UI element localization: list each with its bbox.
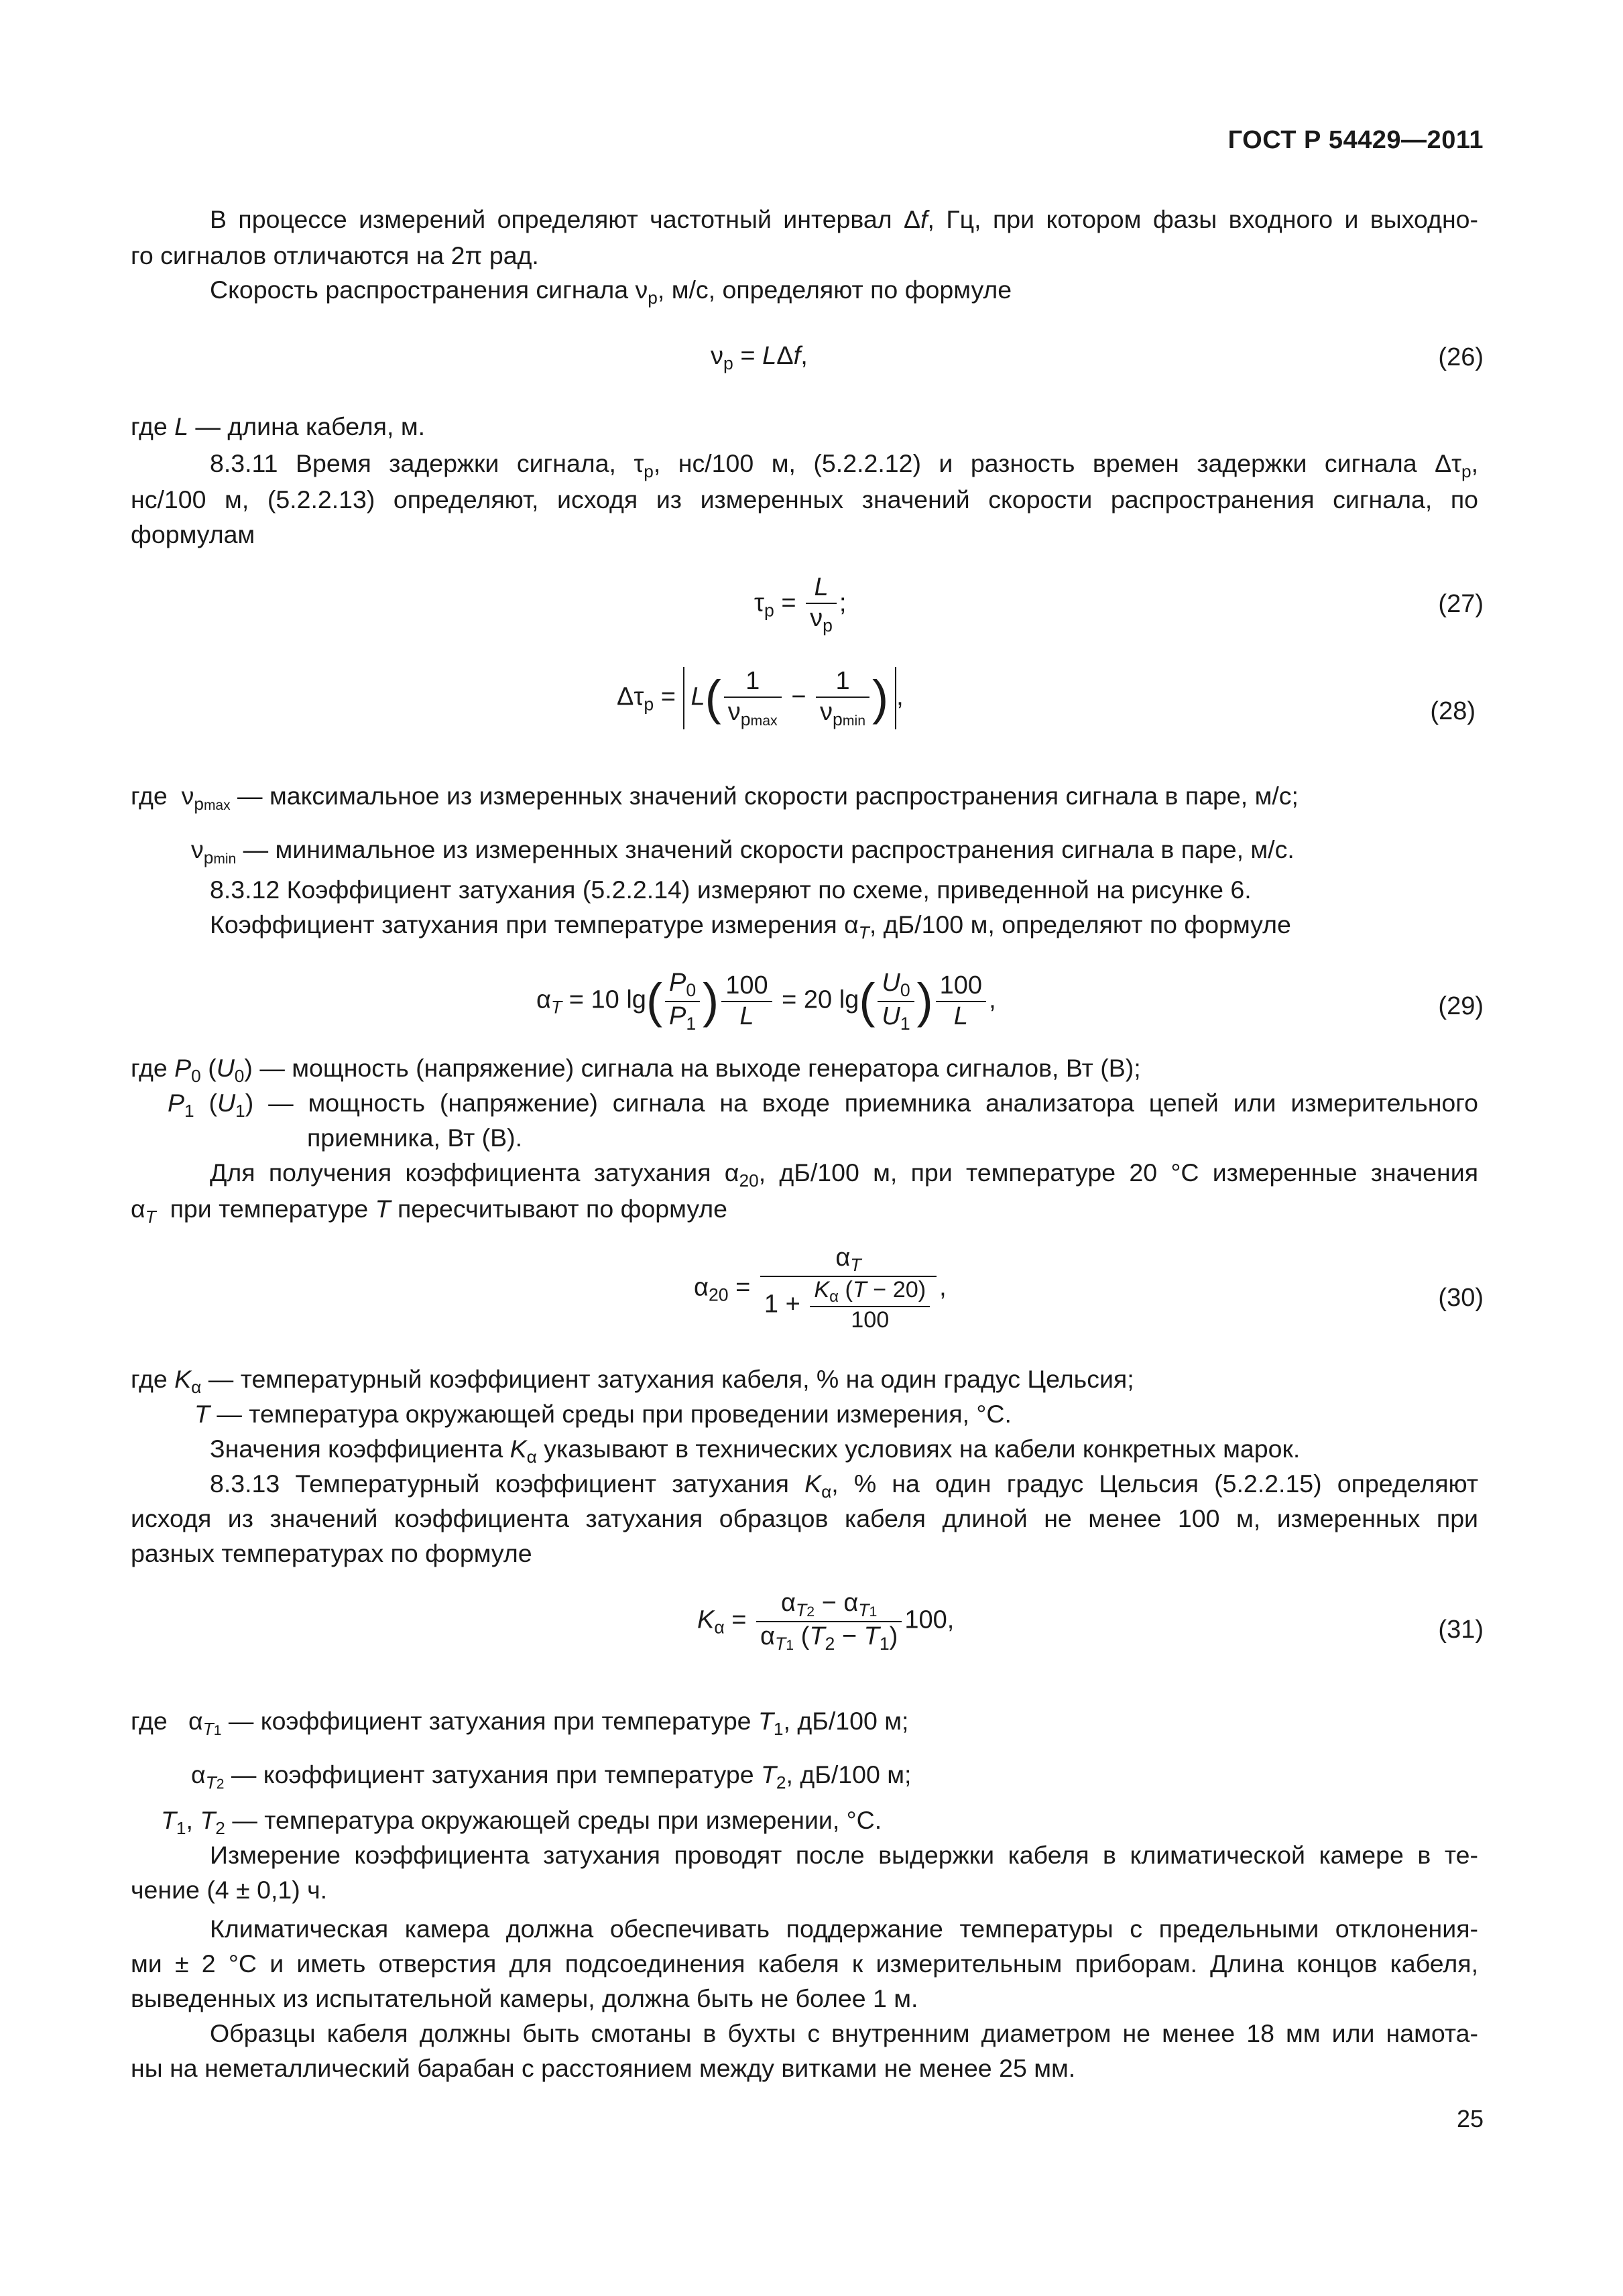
formula-26: $\nu_р = L\Delta f$, — [711, 342, 808, 373]
formula-28: $\Delta\tau_р = L$( $\frac{1}{\nu_{рmax}}$ − $\frac{1}{\nu_{рmin}}$ ) , — [617, 667, 904, 729]
text-line: Коэффициент затухания при температуре измерения $\alpha_T$, дБ/100 м, определяют по формуле — [210, 910, 1291, 943]
text-line: формулам — [131, 520, 255, 548]
text-line: го сигналов отличаются на 2π рад. — [131, 241, 539, 269]
text-line: $P_1$ $(U_1)$ — мощность (напряжение) сигнала на входе приемника анализатора цепей или измерительного — [168, 1089, 1478, 1121]
standard-designation: ГОСТ Р 54429—2011 — [1227, 126, 1484, 154]
text-line: 8.3.11 Время задержки сигнала, $\tau_р$, нс/100 м, (5.2.2.12) и разность времен задержки сигнала $\Delta\tau_р$, — [210, 449, 1478, 481]
text-line: выведенных из испытательной камеры, должна быть не более 1 м. — [131, 1984, 918, 2012]
text-line: $T_1$, $T_2$ — температура окружающей среды при измерении, °С. — [161, 1806, 882, 1838]
text-line: Климатическая камера должна обеспечивать поддержание температуры с предельными отклонения- — [210, 1915, 1478, 1943]
text-line: 8.3.12 Коэффициент затухания (5.2.2.14) измеряют по схеме, приведенной на рисунке 6. — [210, 875, 1252, 904]
text-line: ны на неметаллический барабан с расстоянием между витками не менее 25 мм. — [131, 2054, 1076, 2082]
text-line: Образцы кабеля должны быть смотаны в бухты с внутренним диаметром не менее 18 мм или намота- — [210, 2019, 1478, 2047]
equation-number: (26) — [1438, 343, 1484, 371]
equation-number: (28) — [1430, 697, 1476, 725]
text-line: 8.3.13 Температурный коэффициент затухания $K_\alpha$, % на один градус Цельсия (5.2.2.15) определяют — [210, 1469, 1478, 1502]
equation-number: (27) — [1438, 590, 1484, 618]
formula-31: $K_\alpha$ = $\frac{\alpha_{T2} - \alpha_{T1}}{\alpha_{T1} (T_2 - T_1)}$ 100, — [697, 1589, 955, 1654]
text-line: где L — длина кабеля, м. — [131, 412, 426, 440]
text-line: где $\nu_{рmax}$ — максимальное из измеренных значений скорости распространения сигнала в паре, м/с; — [131, 782, 1299, 814]
text-line: Скорость распространения сигнала $\nu_р$, м/с, определяют по формуле — [210, 276, 1012, 308]
text-line: исходя из значений коэффициента затухания образцов кабеля длиной не менее 100 м, измеренных при — [131, 1504, 1478, 1532]
page-number: 25 — [1456, 2105, 1484, 2132]
text-line: разных температурах по формуле — [131, 1539, 532, 1567]
text-line: чение (4 ± 0,1) ч. — [131, 1876, 328, 1904]
formula-30: $\alpha_{20}$ = $\alpha_T$ 1 + $\frac{K_\alpha (T - 20)}{100}$ , — [694, 1244, 947, 1333]
text-line: приемника, Вт (В). — [307, 1124, 523, 1152]
text-line: где $P_0$ $(U_0)$ — мощность (напряжение) сигнала на выходе генератора сигналов, Вт (В); — [131, 1054, 1141, 1086]
text-line: где $K_\alpha$ — температурный коэффициент затухания кабеля, % на один градус Цельсия; — [131, 1365, 1134, 1397]
text-line: где $\alpha_{T1}$ — коэффициент затухания при температуре $T_1$, дБ/100 м; — [131, 1707, 909, 1739]
text-line: Значения коэффициента $K_\alpha$ указывают в технических условиях на кабели конкретных марок. — [210, 1435, 1301, 1467]
formula-29: $\alpha_T = 10$ lg( $\frac{P_0}{P_1}$ ) $\frac{100}{L}$ = 20 lg( $\frac{U_0}{U_1}$ ) $\frac{100}{L}$ , — [536, 969, 996, 1034]
text-line: $\alpha_{T2}$ — коэффициент затухания при температуре $T_2$, дБ/100 м; — [191, 1760, 912, 1793]
text-line: ми ± 2 °С и иметь отверстия для подсоединения кабеля к измерительным приборам. Длина концов кабеля, — [131, 1949, 1478, 1978]
equation-number: (31) — [1438, 1616, 1484, 1644]
equation-number: (30) — [1438, 1284, 1484, 1312]
text-line: Измерение коэффициента затухания проводят после выдержки кабеля в климатической камере в те- — [210, 1841, 1478, 1869]
text-line: В процессе измерений определяют частотный интервал Δf, Гц, при котором фазы входного и выходно- — [210, 205, 1478, 233]
text-line: $\nu_{рmin}$ — минимальное из измеренных значений скорости распространения сигнала в паре, м/с. — [191, 835, 1295, 867]
text-line: Для получения коэффициента затухания $\alpha_{20}$, дБ/100 м, при температуре 20 °С измеренные значения — [210, 1158, 1478, 1191]
formula-27: $\tau_р$ = $\frac{L}{\nu_р}$ ; — [754, 573, 847, 636]
text-line: нс/100 м, (5.2.2.13) определяют, исходя из измеренных значений скорости распространения сигнала, по — [131, 485, 1478, 513]
text-line: T — температура окружающей среды при проведении измерения, °С. — [194, 1400, 1012, 1428]
equation-number: (29) — [1438, 992, 1484, 1020]
text-line: $\alpha_T$ при температуре T пересчитывают по формуле — [131, 1195, 728, 1227]
